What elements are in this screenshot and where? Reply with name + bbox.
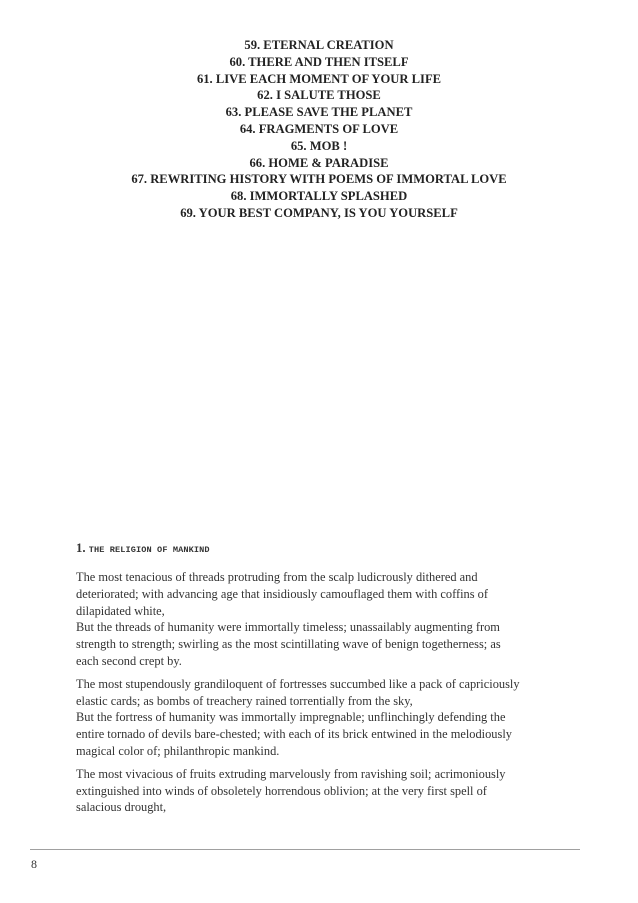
toc-entry: 60. THERE AND THEN ITSELF: [229, 54, 409, 69]
toc-entry: 68. IMMORTALLY SPLASHED: [230, 189, 408, 204]
text-line: The most tenacious of threads protruding from the scalp ludicrously dithered and: [76, 570, 478, 584]
paragraph: [76, 569, 576, 670]
table-of-contents: [0, 37, 638, 222]
toc-entry: 69. YOUR BEST COMPANY, IS YOU YOURSELF: [180, 205, 458, 220]
text-line: dilapidated white,: [76, 603, 165, 618]
toc-entry: 67. REWRITING HISTORY WITH POEMS OF IMMORTAL LOVE: [131, 172, 507, 187]
text-line: The most stupendously grandiloquent of fortresses succumbed like a pack of capriciously: [76, 676, 520, 691]
section-title: THE RELIGION OF MANKIND: [88, 545, 210, 555]
text-line: strength to strength; swirling as the most scintillating wave of benign togetherness; as: [76, 637, 501, 652]
toc-entry: 65. MOB !: [290, 138, 348, 153]
text-line: The most vivacious of fruits extruding marvelously from ravishing soil; acrimoniously: [76, 766, 506, 781]
footer-divider: [30, 849, 580, 850]
text-line: each second crept by.: [76, 653, 182, 668]
toc-entry: 61. LIVE EACH MOMENT OF YOUR LIFE: [196, 71, 442, 86]
toc-entry: 62. I SALUTE THOSE: [257, 88, 381, 103]
paragraph: [76, 766, 576, 816]
poem-section: [76, 541, 576, 822]
text-line: But the fortress of humanity was immortally impregnable; unflinchingly defending the: [76, 710, 506, 725]
section-heading: [76, 541, 576, 557]
page-number: 8: [31, 857, 37, 871]
section-number: 1.: [76, 541, 86, 555]
text-line: extinguished into winds of obsoletely horrendous oblivion; at the very first spell of: [76, 783, 487, 798]
text-line: salacious drought,: [76, 800, 167, 815]
paragraph: [76, 676, 576, 760]
text-line: entire tornado of devils bare-chested; with each of its brick entwined in the melodiously: [76, 727, 512, 742]
text-line: magical color of; philanthropic mankind.: [76, 743, 280, 758]
text-line: elastic cards; as bombs of treachery rained torrentially from the sky,: [76, 693, 413, 708]
text-line: deteriorated; with advancing age that insidiously camouflaged them with coffins of: [76, 586, 488, 601]
text-line: But the threads of humanity were immortally timeless; unassailably augmenting from: [76, 620, 500, 635]
toc-entry: 59. ETERNAL CREATION: [244, 38, 394, 52]
toc-entry: 64. FRAGMENTS OF LOVE: [239, 121, 399, 136]
toc-entry: 63. PLEASE SAVE THE PLANET: [225, 105, 413, 120]
toc-entry: 66. HOME & PARADISE: [249, 155, 389, 170]
